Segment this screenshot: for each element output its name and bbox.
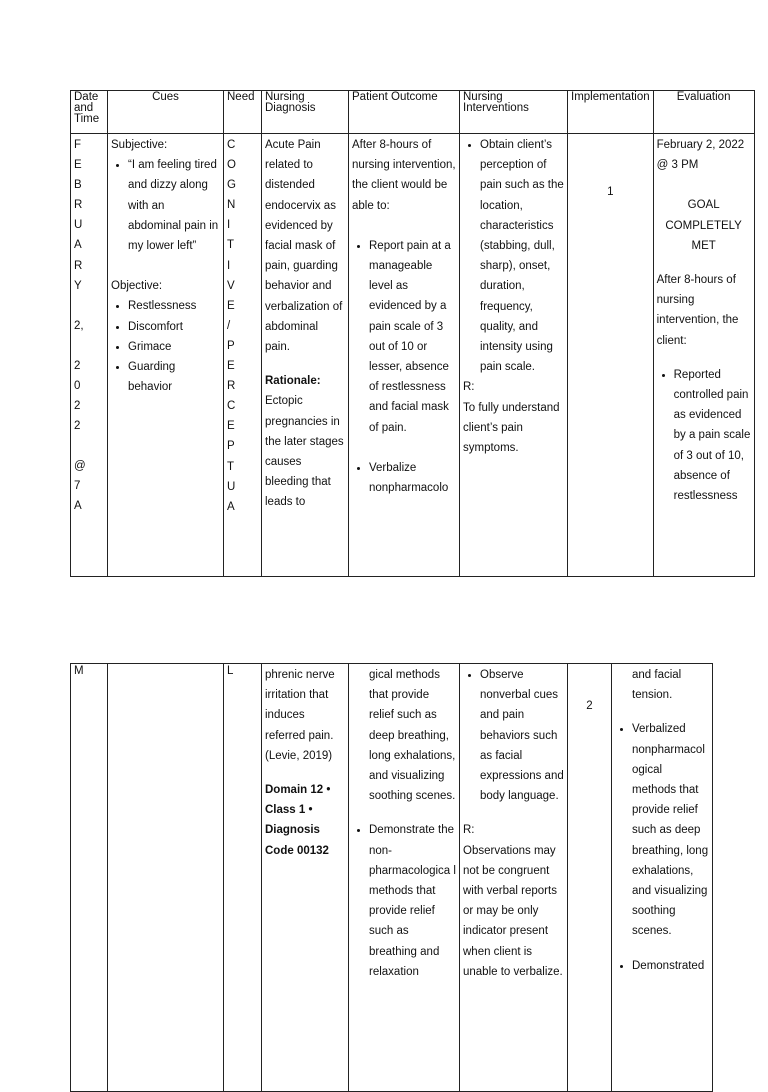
date-letter: B: [74, 179, 82, 192]
evaluation-cell: [612, 664, 713, 1092]
date-letter: 2: [74, 420, 81, 433]
date-letter: 2: [74, 400, 81, 413]
date-letter: Y: [74, 279, 82, 292]
date-letter: A: [74, 239, 82, 252]
evaluation-continued: and facial tension.: [632, 669, 682, 702]
need-letter: P: [227, 339, 235, 352]
header-implementation: Implementation: [568, 91, 654, 134]
need-letter: N: [227, 199, 236, 212]
need-letter: U: [227, 480, 236, 493]
evaluation-item: • Reported controlled pain as evidenced by a pain scale of 3 out of 10, absence of restlessness: [674, 365, 751, 506]
diagnosis-cell: [262, 664, 349, 1092]
need-letter: G: [227, 179, 236, 192]
outcome-cell: [349, 134, 460, 577]
table-row: [71, 664, 713, 1092]
rationale-label: R:: [463, 824, 475, 837]
implementation-cell: 1: [568, 134, 654, 577]
objective-item: • Guarding behavior: [128, 357, 220, 397]
header-nursing-diagnosis: Nursing Diagnosis: [262, 91, 349, 134]
date-letter: E: [74, 159, 82, 172]
need-letter: V: [227, 279, 235, 292]
objective-item: • Restlessness: [128, 296, 220, 316]
date-letter: 7: [74, 480, 81, 493]
header-row: [71, 91, 755, 134]
intervention-rationale: Observations may not be congruent with verbal reports or may be only indicator present when client is unable to verbalize.: [463, 844, 563, 978]
outcome-item: • Verbalize nonpharmacolo: [369, 458, 456, 498]
outcome-cell: [349, 664, 460, 1092]
need-letter: C: [227, 400, 236, 413]
table-row: [71, 134, 755, 577]
evaluation-date: February 2, 2022 @ 3 PM: [656, 139, 745, 172]
need-letter: A: [227, 500, 235, 513]
date-letter: @: [74, 460, 86, 473]
diagnosis-text: phrenic nerve irritation that induces referred pain. (Levie, 2019): [265, 669, 335, 762]
need-letter: I: [227, 219, 231, 232]
need-letter: T: [227, 239, 235, 252]
subjective-quote: • “I am feeling tired and dizzy along with an abdominal pain in my lower left”: [128, 155, 220, 256]
header-cues: Cues: [108, 91, 224, 134]
header-need: Need: [224, 91, 262, 134]
interventions-cell: [460, 134, 568, 577]
rationale-text: Ectopic pregnancies in the later stages causes bleeding that leads to: [265, 395, 344, 509]
evaluation-item: • Demonstrated: [632, 956, 709, 976]
need-cell: L: [224, 664, 262, 1092]
need-letter: C: [227, 139, 236, 151]
need-letter: O: [227, 159, 236, 172]
need-letter: E: [227, 299, 235, 312]
date-time-cell: M: [71, 664, 108, 1092]
evaluation-intro: After 8-hours of nursing intervention, the client:: [656, 274, 739, 347]
date-letter: R: [74, 259, 83, 272]
intervention-item: • Obtain client’s perception of pain such as the location, characteristics (stabbing, dull, sharp), onset, duration, frequency, quality, and intensity using pain scale.: [480, 135, 564, 377]
date-time-cell: [71, 134, 108, 577]
date-letter: F: [74, 139, 82, 151]
date-letter: 2,: [74, 319, 84, 332]
header-nursing-interventions: Nursing Interventions: [460, 91, 568, 134]
date-letter: 0: [74, 379, 81, 392]
implementation-cell: 2: [568, 664, 612, 1092]
need-letter: I: [227, 259, 231, 272]
objective-item: • Grimace: [128, 337, 220, 357]
rationale-label: Rationale:: [265, 375, 321, 388]
care-plan-table-2: [70, 663, 713, 1092]
rationale-label: R:: [463, 381, 475, 394]
need-letter: E: [227, 420, 235, 433]
intervention-rationale: To fully understand client’s pain symptoms.: [463, 401, 560, 455]
cues-cell: [108, 664, 224, 1092]
need-letter: T: [227, 460, 235, 473]
diagnosis-domain: Domain 12 • Class 1 • Diagnosis Code 00132: [265, 784, 331, 857]
date-letter: R: [74, 199, 83, 212]
interventions-cell: [460, 664, 568, 1092]
header-patient-outcome: Patient Outcome: [349, 91, 460, 134]
outcome-intro: After 8-hours of nursing intervention, the client would be able to:: [352, 139, 456, 212]
evaluation-item: • Verbalized nonpharmacol ogical methods that provide relief such as deep breathing, long exhalations, and visualizing soothing scenes.: [632, 719, 709, 941]
objective-item: • Discomfort: [128, 317, 220, 337]
outcome-item: • Report pain at a manageable level as evidenced by a pain scale of 3 out of 10 or lesser, absence of restlessness and facial mask of pain.: [369, 236, 456, 438]
header-evaluation: Evaluation: [653, 91, 754, 134]
diagnosis-cell: [262, 134, 349, 577]
goal-status: GOAL COMPLETELY MET: [665, 199, 742, 252]
header-date-time: Date and Time: [71, 91, 108, 134]
need-letter: P: [227, 440, 235, 453]
objective-label: Objective:: [111, 280, 163, 293]
need-cell: [224, 134, 262, 577]
date-letter: A: [74, 500, 82, 513]
subjective-label: Subjective:: [111, 139, 168, 151]
need-letter: R: [227, 380, 236, 393]
intervention-item: • Observe nonverbal cues and pain behaviors such as facial expressions and body language.: [480, 665, 564, 806]
date-letter: 2: [74, 359, 81, 372]
diagnosis-text: Acute Pain related to distended endocervix as evidenced by facial mask of pain, guarding behavior and verbalization of abdominal pain.: [265, 139, 343, 354]
date-letter: U: [74, 219, 83, 232]
outcome-continued: gical methods that provide relief such as deep breathing, long exhalations, and visualizing soothing scenes.: [369, 669, 456, 803]
care-plan-table-1: [70, 90, 755, 577]
evaluation-cell: [653, 134, 754, 577]
need-letter: /: [227, 319, 231, 332]
outcome-item: • Demonstrate the non-pharmacologica l methods that provide relief such as breathing and relaxation: [369, 820, 456, 982]
need-letter: E: [227, 360, 235, 373]
cues-cell: [108, 134, 224, 577]
